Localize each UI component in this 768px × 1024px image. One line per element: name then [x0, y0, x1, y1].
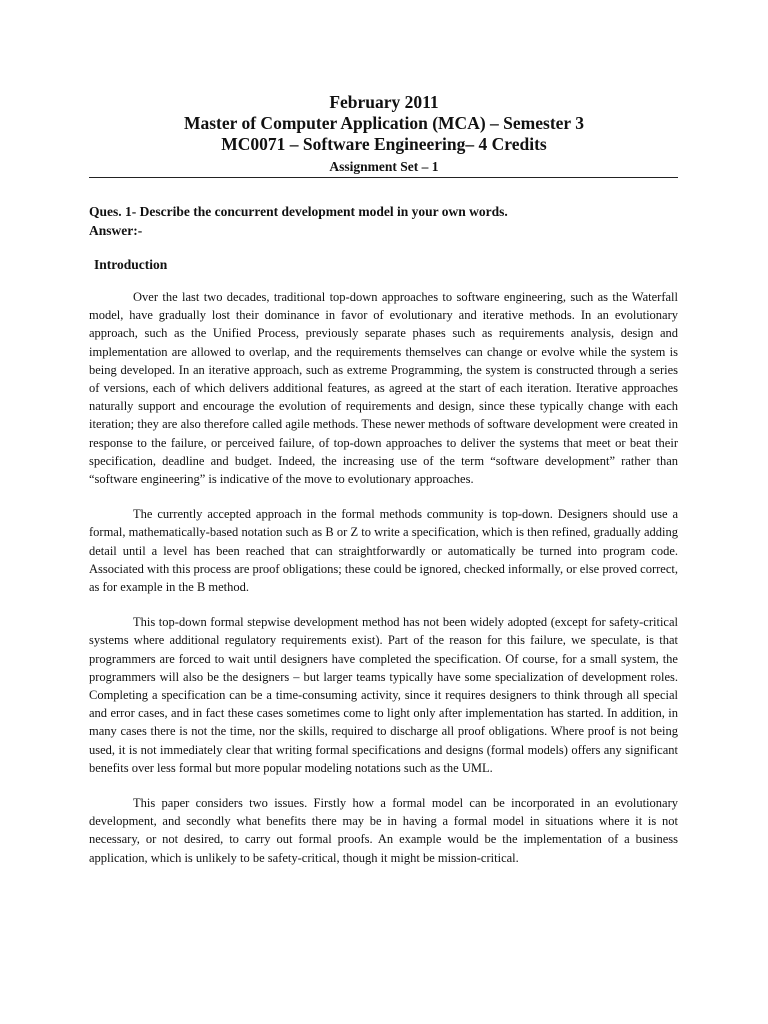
- header-program: Master of Computer Application (MCA) – Semester 3: [183, 113, 584, 133]
- header-course: MC0071 – Software Engineering– 4 Credits: [221, 134, 547, 154]
- paragraph: The currently accepted approach in the formal methods community is top-down. Designers should use a formal, mathematically-based notation such as B or Z to write a specification, which is then refined, gradually adding detail until a level has been reached that can straightforwardly or automatically be turned into program code. Associated with this process are proof obligations; these could be ignored, checked informally, or else proved correct, as for example in the B method.: [89, 507, 678, 595]
- header-date: February 2011: [329, 92, 439, 112]
- header-assignment: Assignment Set – 1: [329, 159, 439, 174]
- section-heading: Introduction: [94, 257, 168, 272]
- answer-label: Answer:-: [89, 223, 143, 238]
- question-block: [89, 202, 678, 240]
- body-text: [89, 288, 678, 884]
- header-divider: [89, 177, 678, 178]
- question-text: Ques. 1- Describe the concurrent development model in your own words.: [89, 204, 508, 219]
- document-header: [0, 92, 768, 176]
- paragraph: Over the last two decades, traditional top-down approaches to software engineering, such as the Waterfall model, have gradually lost their dominance in favor of evolutionary and iterative methods. In an evolutionary approach, such as the Unified Process, previously separate phases such as requirements analysis, design and implementation are allowed to overlap, and the requirements themselves can change or evolve while the system is being developed. In an iterative approach, such as extreme Programming, the system is constructed through a series of versions, each of which delivers additional features, as agreed at the start of each iteration. Iterative approaches naturally support and encourage the evolution of requirements and design, since these typically change with each iteration; they are also therefore called agile methods. These newer methods of software development were created in response to the failure, or perceived failure, of top-down approaches to deliver the systems that meet or beat their specification, deadline and budget. Indeed, the increasing use of the term “software development” rather than “software engineering” is indicative of the move to evolutionary approaches.: [89, 290, 678, 487]
- paragraph: This paper considers two issues. Firstly how a formal model can be incorporated in an evolutionary development, and secondly what benefits there may be in having a formal model in situations where it is not necessary, or not desired, to carry out formal proofs. An example would be the implementation of a business application, which is unlikely to be safety-critical, though it might be mission-critical.: [89, 796, 678, 865]
- paragraph: This top-down formal stepwise development method has not been widely adopted (except for safety-critical systems where additional regulatory requirements exist). Part of the reason for this failure, we speculate, is that programmers are forced to wait until designers have completed the specification. Of course, for a small system, the programmers will also be the designers – but larger teams typically have some specialization of development roles. Completing a specification can be a time-consuming activity, since it requires designers to think through all special and error cases, and in fact these cases sometimes come to light only after implementation has started. In addition, in many cases there is not the time, nor the skills, required to discharge all proof obligations. Where proof is not being used, it is not immediately clear that writing formal specifications and designs (formal models) offers any significant benefits over less formal but more popular modeling notations such as the UML.: [89, 615, 678, 775]
